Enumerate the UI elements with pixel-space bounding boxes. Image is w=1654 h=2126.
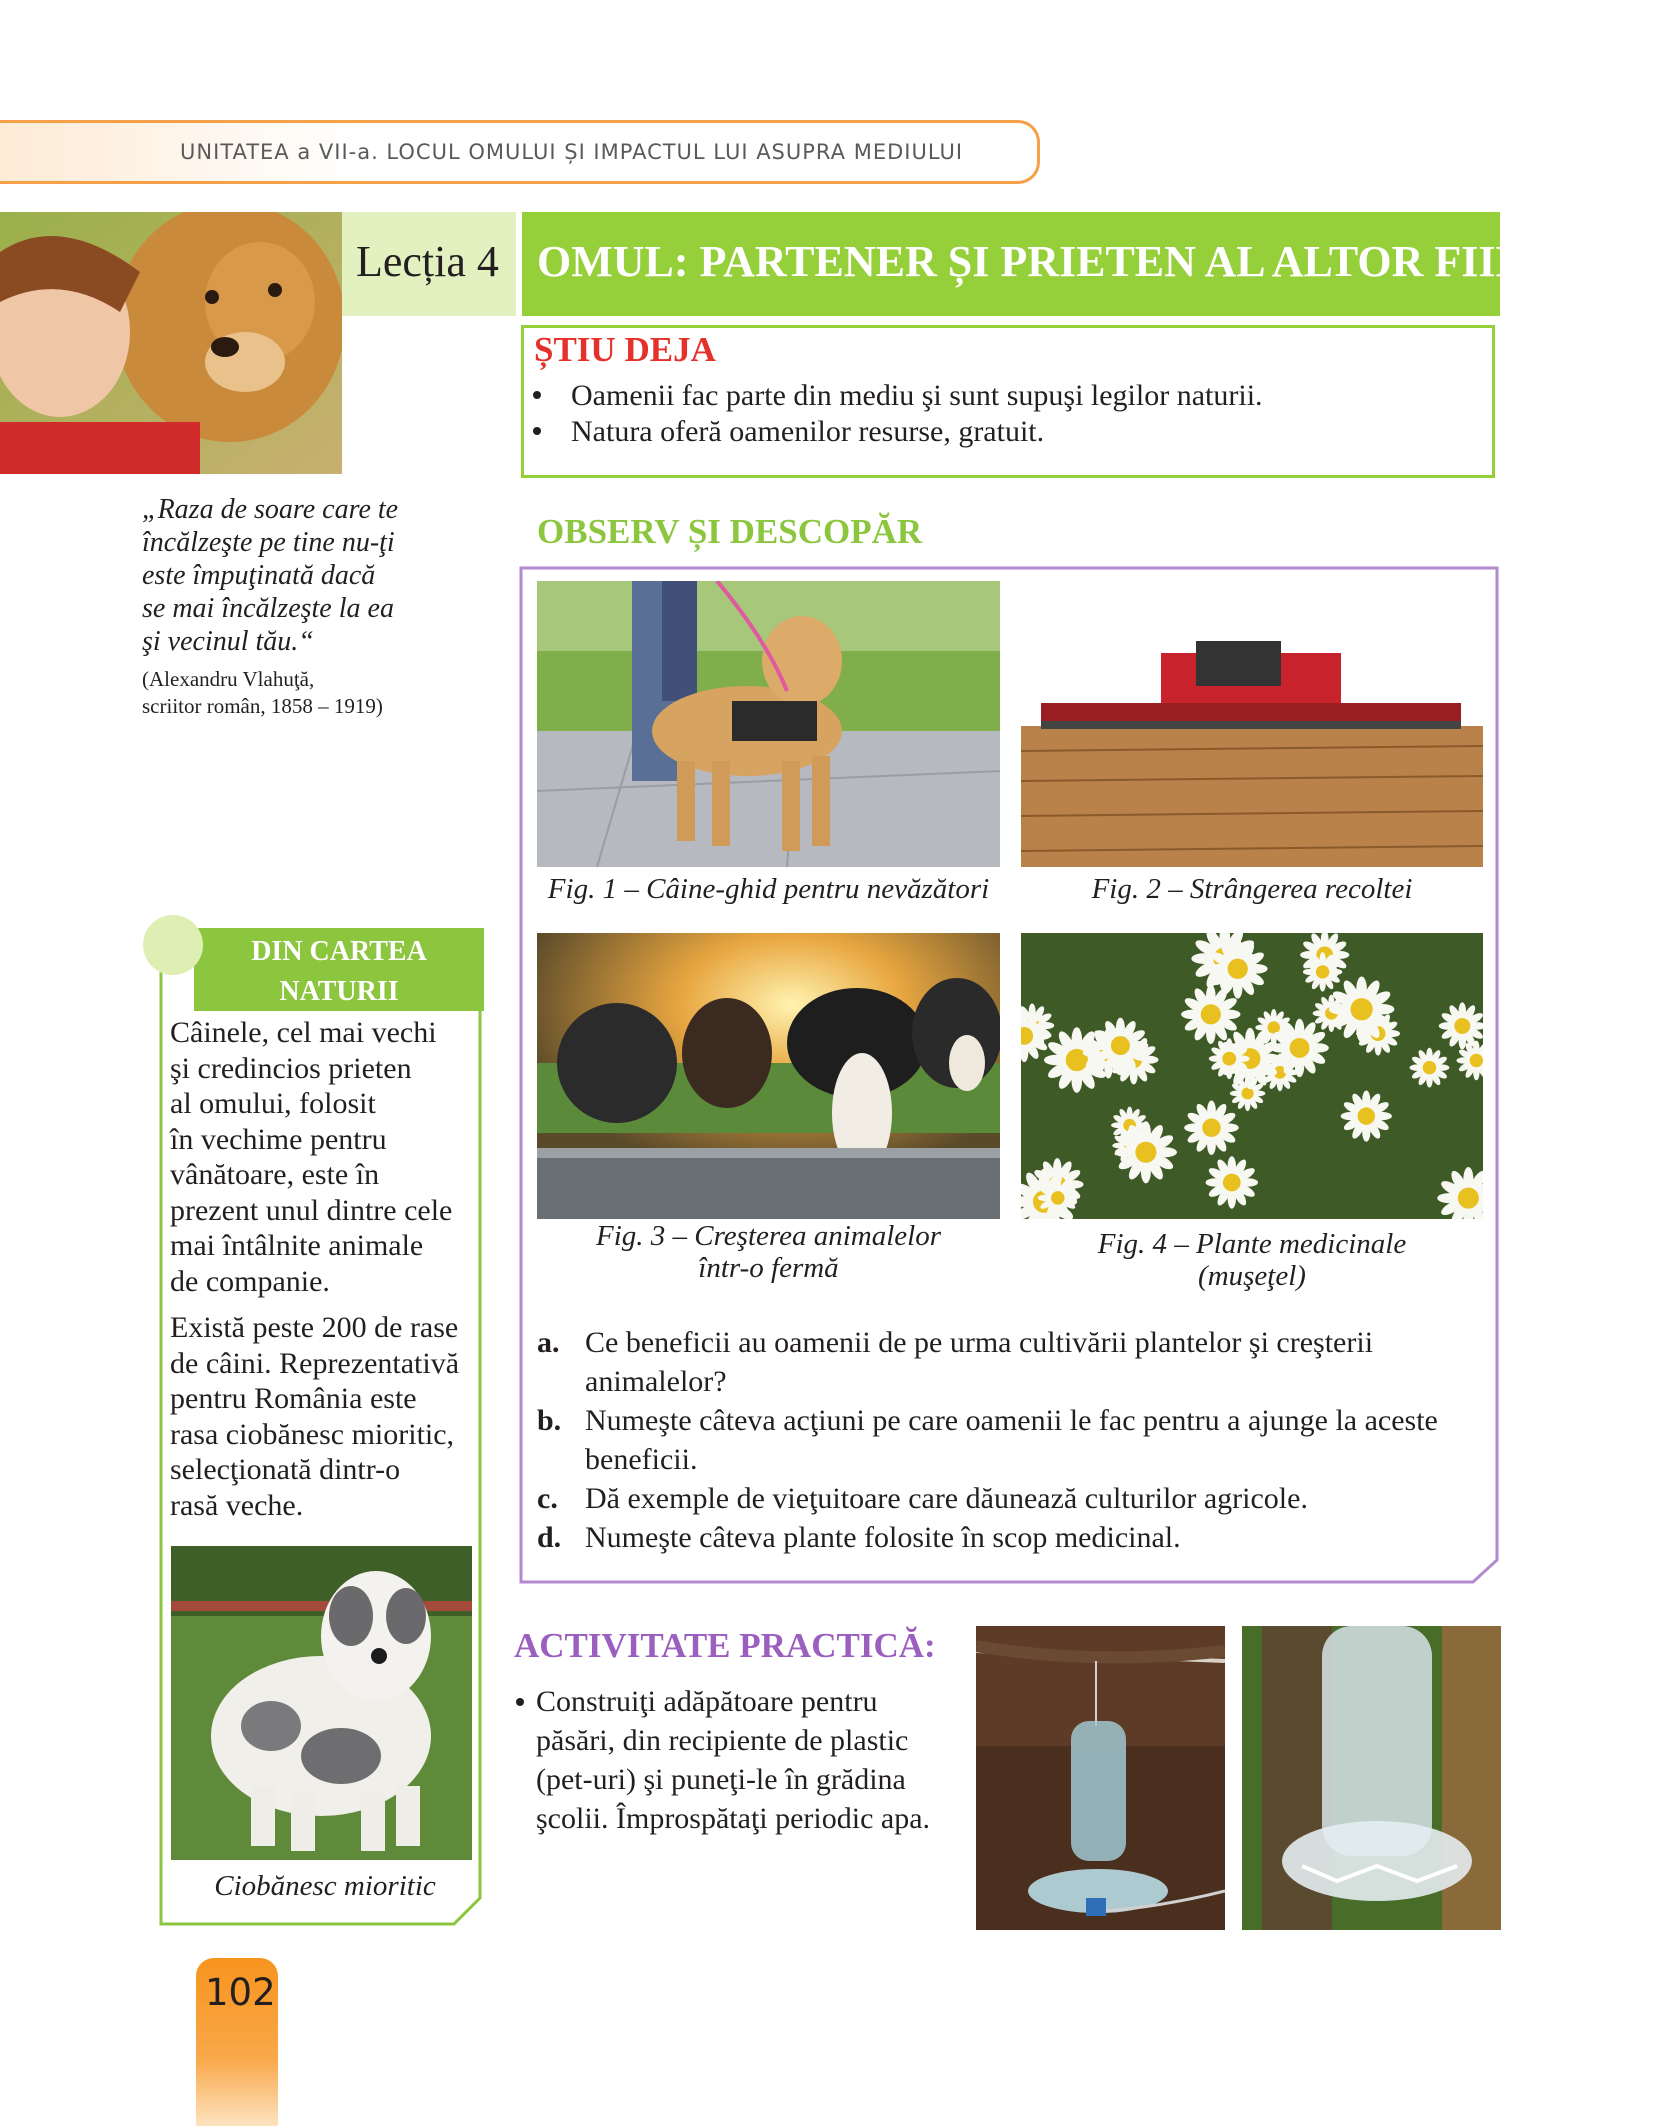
- observ-title: OBSERV ȘI DESCOPĂR: [537, 512, 923, 551]
- lesson-title: OMUL: PARTENER ȘI PRIETEN AL ALTOR FIINȚE: [537, 237, 1586, 286]
- ciobanesc-caption: Ciobănesc mioritic: [214, 1870, 436, 1902]
- stiu-deja-item: Natura oferă oamenilor resurse, gratuit.: [533, 415, 1044, 449]
- unit-header: UNITATEA a VII-a. LOCUL OMULUI ȘI IMPACTUL LUI ASUPRA MEDIULUI: [180, 140, 964, 164]
- questions-list: a. Ce beneficii au oamenii de pe urma cultivării plantelor şi creşterii animalelor? b. Numeşte câteva acţiuni pe care oamenii le fac pentru a ajunge la aceste beneficii. c. Dă exemple de vieţuitoare care dăunează culturilor agricole. d. Numeşte câteva plante folosite în scop medicinal.: [537, 1323, 1477, 1557]
- din-cartea-paragraph: Există peste 200 de rase de câini. Reprezentativă pentru România este rasa ciobănesc mioritic, selecţionată dintr-o rasă veche.: [170, 1311, 460, 1522]
- lesson-number: Lecția 4: [356, 237, 499, 286]
- bird-feeder-photo-1: [976, 1626, 1225, 1930]
- quote-author: (Alexandru Vlahuţă, scriitor român, 1858 – 1919): [142, 667, 383, 718]
- bullet-icon: [533, 427, 541, 435]
- question-item: b. Numeşte câteva acţiuni pe care oamenii le fac pentru a ajunge la aceste: [537, 1404, 1438, 1437]
- cows-photo: [537, 933, 1000, 1219]
- activitate-text: Construiţi adăpătoare pentru păsări, din recipiente de plastic (pet-uri) şi puneţi-le în grădina şcolii. Împrospătaţi periodic apa.: [536, 1685, 931, 1835]
- page-number: 102: [205, 1971, 276, 2014]
- boy-dog-photo: [0, 212, 342, 474]
- ciobanesc-photo: [171, 1546, 472, 1860]
- stiu-deja-title: ȘTIU DEJA: [534, 330, 716, 369]
- figure-caption: Fig. 3 – Creşterea animalelor într-o fermă: [595, 1220, 941, 1284]
- stiu-deja-item: Oamenii fac parte din mediu şi sunt supuşi legilor naturii.: [533, 379, 1263, 413]
- question-item: d. Numeşte câteva plante folosite în scop medicinal.: [537, 1521, 1181, 1554]
- figure-caption: Fig. 2 – Strângerea recoltei: [1091, 873, 1413, 905]
- din-cartea-title: DIN CARTEA NATURII: [251, 936, 427, 1007]
- harvest-photo: [1021, 581, 1483, 867]
- quote: „Raza de soare care te încălzeşte pe tine nu-ţi este împuţinată dacă se mai încălzeşte la ea şi vecinul tău.“: [142, 494, 399, 657]
- figure-caption: Fig. 4 – Plante medicinale (muşeţel): [1097, 1228, 1407, 1292]
- activitate-title: ACTIVITATE PRACTICĂ:: [514, 1626, 936, 1665]
- question-item: c. Dă exemple de vieţuitoare care dăunează culturilor agricole.: [537, 1482, 1308, 1515]
- guide-dog-photo: [537, 581, 1000, 867]
- din-cartea-paragraph: Câinele, cel mai vechi şi credincios prieten al omului, folosit în vechime pentru vânătoare, este în prezent unul dintre cele mai întâlnite animale de companie.: [170, 1016, 453, 1298]
- question-item: a. Ce beneficii au oamenii de pe urma cultivării plantelor şi creşterii: [537, 1326, 1374, 1359]
- bullet-icon: [533, 391, 541, 399]
- bird-feeder-photo-2: [1242, 1626, 1501, 1930]
- chamomile-photo: [1021, 933, 1483, 1219]
- figure-caption: Fig. 1 – Câine-ghid pentru nevăzători: [547, 873, 990, 905]
